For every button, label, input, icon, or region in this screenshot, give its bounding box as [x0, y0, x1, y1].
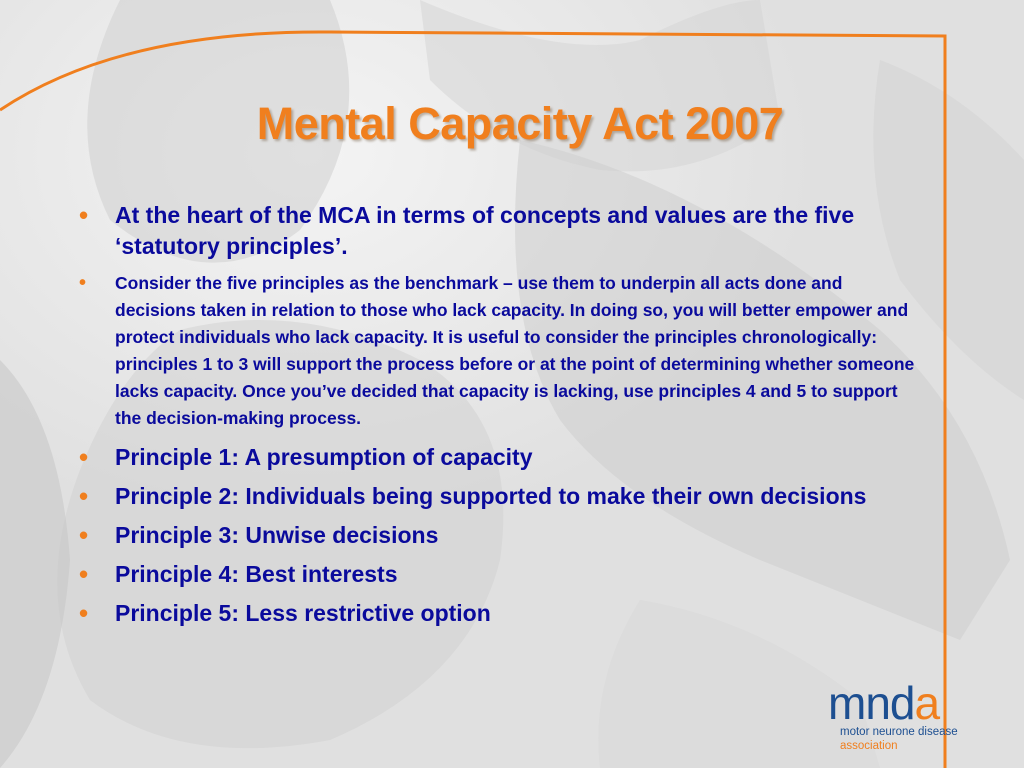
bullet-icon: • [79, 481, 89, 511]
bullet-item [75, 270, 920, 432]
bullet-text: Principle 5: Less restrictive option [115, 600, 491, 626]
bullet-icon: • [79, 442, 89, 472]
logo-mark-accent: a [914, 677, 940, 729]
bullet-list [75, 200, 920, 637]
bullet-item [75, 598, 920, 629]
bullet-icon: • [79, 520, 89, 550]
logo-tagline-line2: association [840, 740, 898, 752]
bullet-icon: • [79, 272, 87, 294]
bullet-item [75, 520, 920, 551]
logo-tagline-line1: motor neurone disease [840, 726, 958, 738]
bullet-item [75, 559, 920, 590]
bullet-icon: • [79, 598, 89, 628]
bullet-text: At the heart of the MCA in terms of concepts and values are the five ‘statutory principles’. [115, 202, 855, 259]
logo-mark-main: mnd [828, 677, 915, 729]
bullet-item [75, 200, 920, 262]
bullet-text: Principle 2: Individuals being supported to make their own decisions [115, 483, 867, 509]
bullet-icon: • [79, 559, 89, 589]
bullet-text: Consider the five principles as the benchmark – use them to underpin all acts done and decisions taken in relation to those who lack capacity. In doing so, you will better empower and protect individuals who lack capacity. It is useful to consider the principles chronologically: principles 1 to 3 will support the process before or at the point of determining whether someone lacks capacity. Once you’ve decided that capacity is lacking, use principles 4 and 5 to support the decision-making process. [115, 273, 915, 428]
bullet-text: Principle 1: A presumption of capacity [115, 444, 533, 470]
bullet-item [75, 481, 920, 512]
mnda-logo [828, 677, 1008, 752]
bullet-icon: • [79, 200, 89, 230]
logo-mark [828, 677, 940, 729]
bullet-text: Principle 4: Best interests [115, 561, 398, 587]
bullet-text: Principle 3: Unwise decisions [115, 522, 439, 548]
slide-title: Mental Capacity Act 2007 [256, 98, 784, 149]
bullet-item [75, 442, 920, 473]
